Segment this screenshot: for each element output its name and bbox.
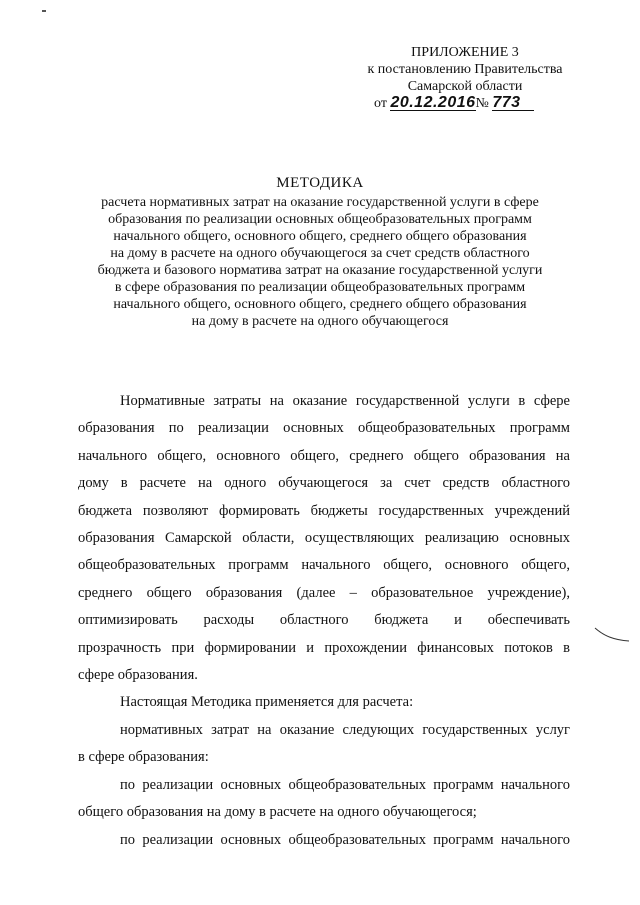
body-text [78, 388, 570, 854]
margin-pen-mark [594, 624, 630, 646]
title-heading: МЕТОДИКА [276, 175, 364, 191]
title-line: начального общего, основного общего, среднего общего образования [113, 229, 527, 244]
appendix-line-2: к постановлению Правительства [367, 62, 563, 77]
scan-mark [42, 10, 46, 12]
body-line: образования Самарской области, осуществляющих реализацию основных [78, 530, 570, 547]
appendix-line-3: Самарской области [407, 79, 523, 94]
title-line: в сфере образования по реализации общеобразовательных программ [114, 280, 526, 295]
body-line: по реализации основных общеобразовательных программ начального [120, 776, 570, 793]
body-line: по реализации основных общеобразовательных программ начального [120, 831, 570, 848]
title-line: расчета нормативных затрат на оказание государственной услуги в сфере [101, 195, 539, 210]
body-line: дому в расчете на одного обучающегося за счет средств областного [78, 475, 570, 492]
title-line: образования по реализации основных общеобразовательных программ [108, 212, 532, 227]
body-line: нормативных затрат на оказание следующих государственных услуг [120, 721, 570, 738]
body-line: оптимизировать расходы областного бюджета и обеспечивать [78, 612, 570, 629]
methodology-title [60, 175, 580, 330]
body-line: в сфере образования: [78, 749, 209, 766]
title-line: на дому в расчете на одного обучающегося за счет средств областного [110, 246, 530, 261]
body-line: Настоящая Методика применяется для расчета: [120, 694, 414, 711]
handwritten-date: 20.12.2016 [390, 94, 476, 111]
date-prefix: от [374, 96, 387, 111]
appendix-title: ПРИЛОЖЕНИЕ 3 [411, 45, 519, 60]
title-line: бюджета и базового норматива затрат на оказание государственной услуги [97, 263, 543, 278]
number-sign: № [475, 96, 489, 111]
body-line: прозрачность при формировании и прохождении финансовых потоков в [78, 639, 570, 656]
body-line: среднего общего образования (далее – образовательное учреждение), [78, 584, 570, 601]
body-line: начального общего, основного общего, среднего общего образования на [78, 447, 570, 464]
body-line: сфере образования. [78, 667, 198, 684]
body-line: Нормативные затраты на оказание государственной услуги в сфере [120, 393, 570, 409]
title-line: начального общего, основного общего, среднего общего образования [113, 297, 527, 312]
body-line: общеобразовательных программ начального общего, основного общего, [78, 557, 570, 574]
appendix-header [340, 44, 590, 112]
body-line: образования по реализации основных общеобразовательных программ [78, 420, 570, 437]
body-line: бюджета позволяют формировать бюджеты государственных учреждений [78, 502, 570, 519]
handwritten-number: 773 [492, 95, 534, 111]
title-line: на дому в расчете на одного обучающегося [191, 314, 449, 329]
body-line: общего образования на дому в расчете на одного обучающегося; [78, 804, 477, 821]
decree-date-line [340, 95, 590, 112]
